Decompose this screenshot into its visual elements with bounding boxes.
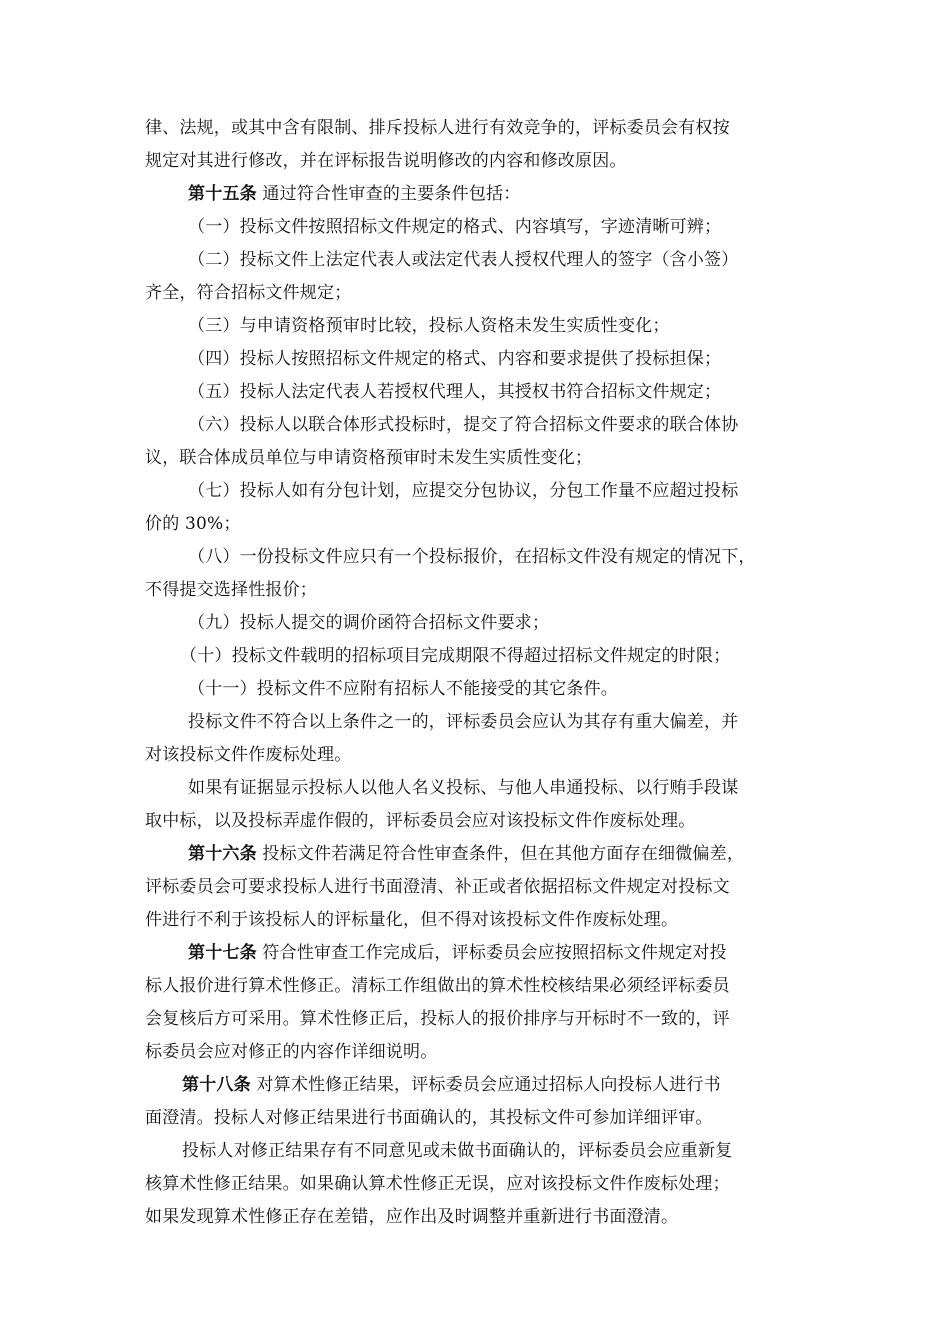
text-line: （十）投标文件载明的招标项目完成期限不得超过招标文件规定的时限；	[180, 646, 731, 666]
article-15-line	[188, 182, 520, 206]
text-line: 投标人对修正结果存有不同意见或未做书面确认的，评标委员会应重新复	[182, 1141, 733, 1161]
text-line: （三）与申请资格预审时比较，投标人资格未发生实质性变化；	[188, 316, 670, 336]
text-line: 评标委员会可要求投标人进行书面澄清、补正或者依据招标文件规定对投标文	[145, 877, 730, 897]
text-line: 对该投标文件作废标处理。	[145, 745, 352, 765]
text-line: 面澄清。投标人对修正结果进行书面确认的，其投标文件可参加详细评审。	[145, 1108, 713, 1128]
article-18-line	[182, 1073, 721, 1097]
text-line: 件进行不利于该投标人的评标量化，但不得对该投标文件作废标处理。	[145, 910, 679, 930]
text-segment: 通过符合性审查的主要条件包括：	[256, 184, 521, 204]
text-line: 投标文件不符合以上条件之一的，评标委员会应认为其存有重大偏差，并	[188, 712, 739, 732]
text-line: （八）一份投标文件应只有一个投标报价，在招标文件没有规定的情况下，	[188, 547, 756, 567]
text-line: （九）投标人提交的调价函符合招标文件要求；	[188, 613, 550, 633]
article-17-line	[188, 941, 727, 965]
article-heading: 第十七条	[188, 943, 257, 963]
text-line: 核算术性修正结果。如果确认算术性修正无误，应对该投标文件作废标处理；	[145, 1174, 730, 1194]
article-heading: 第十八条	[182, 1075, 251, 1095]
article-heading: 第十六条	[188, 844, 257, 864]
text-segment: 对算术性修正结果，评标委员会应通过招标人向投标人进行书	[250, 1075, 721, 1095]
text-line: 不得提交选择性报价；	[145, 580, 317, 600]
text-line: 价的 30%；	[145, 514, 241, 534]
text-segment: 符合性审查工作完成后，评标委员会应按照招标文件规定对投	[256, 943, 727, 963]
text-line: 标委员会应对修正的内容作详细说明。	[145, 1042, 438, 1062]
text-line: （七）投标人如有分包计划，应提交分包协议，分包工作量不应超过投标	[188, 481, 739, 501]
text-line: （二）投标文件上法定代表人或法定代表人授权代理人的签字（含小签）	[188, 250, 739, 270]
text-line: 如果有证据显示投标人以他人名义投标、与他人串通投标、以行贿手段谋	[188, 778, 739, 798]
text-line: （十一）投标文件不应附有招标人不能接受的其它条件。	[188, 679, 618, 699]
text-line: 齐全，符合招标文件规定；	[145, 283, 352, 303]
article-heading: 第十五条	[188, 184, 257, 204]
text-line: （五）投标人法定代表人若授权代理人，其授权书符合招标文件规定；	[188, 382, 722, 402]
article-16-line	[188, 842, 744, 866]
text-line: 如果发现算术性修正存在差错，应作出及时调整并重新进行书面澄清。	[145, 1207, 679, 1227]
text-line: 取中标，以及投标弄虚作假的，评标委员会应对该投标文件作废标处理。	[145, 811, 696, 831]
text-line: （六）投标人以联合体形式投标时，提交了符合招标文件要求的联合体协	[188, 415, 739, 435]
text-line: 标人报价进行算术性修正。清标工作组做出的算术性校核结果必须经评标委员	[145, 976, 730, 996]
text-line: 规定对其进行修改，并在评标报告说明修改的内容和修改原因。	[145, 151, 627, 171]
text-line: （四）投标人按照招标文件规定的格式、内容和要求提供了投标担保；	[188, 349, 722, 369]
text-line: 律、法规，或其中含有限制、排斥投标人进行有效竞争的，评标委员会有权按	[145, 118, 730, 138]
text-line: 议，联合体成员单位与申请资格预审时未发生实质性变化；	[145, 448, 593, 468]
text-line: （一）投标文件按照招标文件规定的格式、内容填写，字迹清晰可辨；	[188, 217, 722, 237]
text-line: 会复核后方可采用。算术性修正后，投标人的报价排序与开标时不一致的，评	[145, 1009, 730, 1029]
text-segment: 投标文件若满足符合性审查条件，但在其他方面存在细微偏差，	[256, 844, 745, 864]
